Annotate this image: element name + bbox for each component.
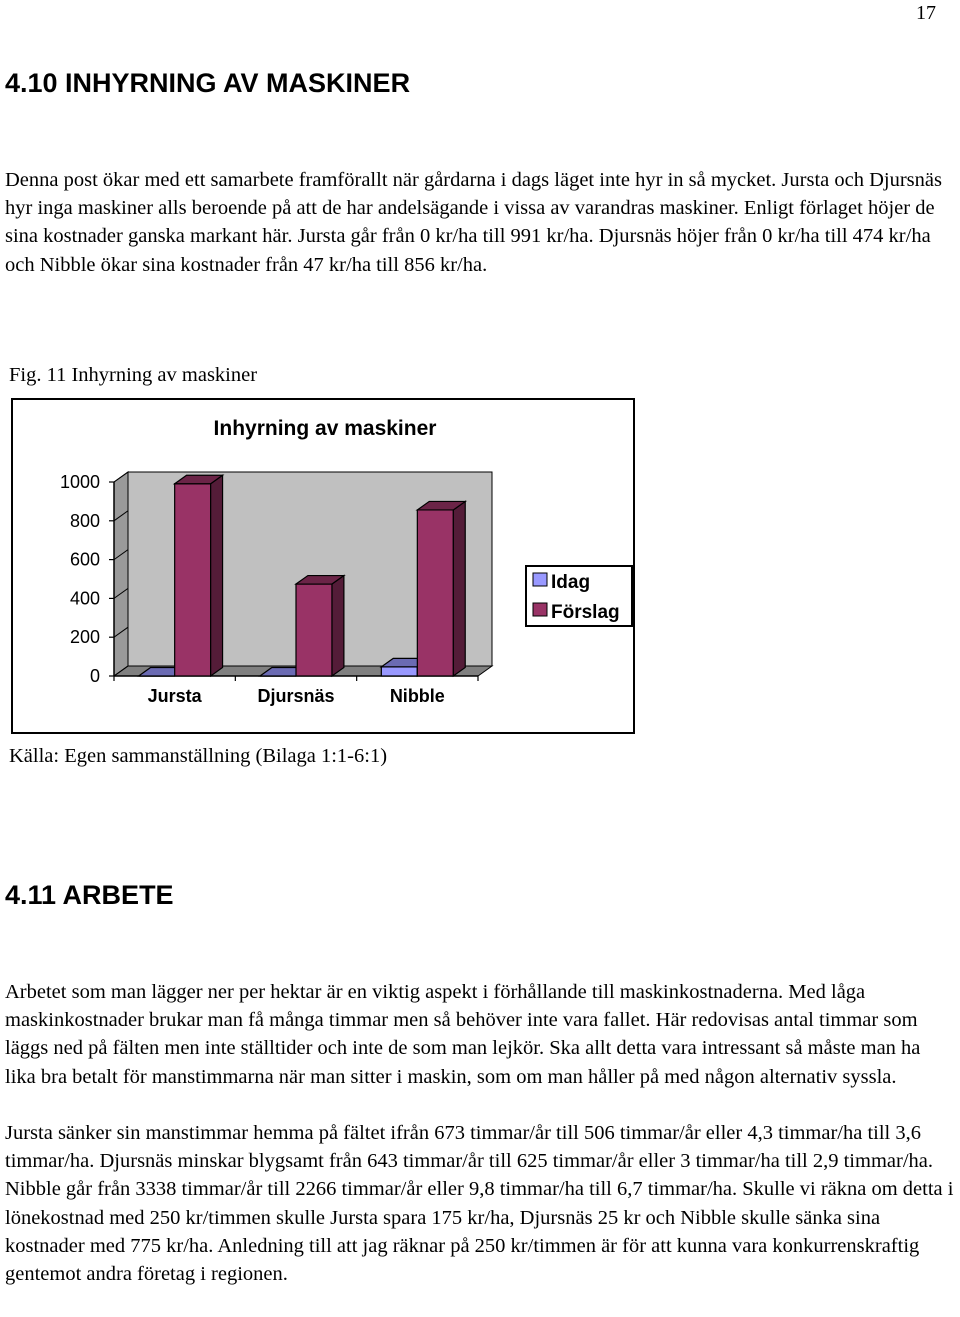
- figure-caption: Fig. 11 Inhyrning av maskiner: [9, 364, 258, 386]
- legend-label-forslag: Förslag: [551, 602, 620, 623]
- x-axis-category-labels: [148, 686, 445, 706]
- legend-label-idag: Idag: [551, 572, 591, 593]
- x-category-label: Djursnäs: [257, 686, 335, 706]
- bar-forslag-jursta: [175, 475, 223, 676]
- bar-front: [381, 667, 417, 676]
- section-paragraph-inhyrning: Denna post ökar med ett samarbete framförallt när gårdarna i dags läget inte hyr in så mycket. Jursta och Djursnäs hyr inga maskiner alls beroende på att de har andelsägande i vissa av varandras maskiner. Enligt förlaget höjer de sina kostnader ganska markant här. Jursta går från 0 kr/ha till 991 kr/ha. Djursnäs höjer från 0 kr/ha till 474 kr/ha och Nibble ökar sina kostnader från 47 kr/ha till 856 kr/ha.: [5, 169, 942, 276]
- bar-side: [332, 576, 344, 676]
- chart-legend: [526, 566, 632, 626]
- chart-title: Inhyrning av maskiner: [213, 417, 437, 440]
- bar-side: [211, 475, 223, 676]
- y-tick-label: 0: [89, 666, 100, 686]
- page-number: 17: [916, 2, 936, 24]
- bar-forslag-nibble: [417, 501, 465, 676]
- x-category-label: Nibble: [389, 686, 445, 706]
- y-tick-label: 600: [69, 549, 100, 570]
- chart-frame: [11, 398, 635, 734]
- bar-front: [175, 484, 211, 676]
- y-tick-label: 1000: [59, 472, 100, 492]
- figure-source: Källa: Egen sammanställning (Bilaga 1:1-6:1): [9, 745, 388, 767]
- chart-side-wall: [114, 472, 128, 676]
- bar-front: [417, 510, 453, 676]
- bar-forslag-djursns: [296, 576, 344, 676]
- y-axis-tick-labels: [60, 472, 100, 686]
- legend-swatch-forslag: [533, 603, 547, 616]
- bar-side: [453, 501, 465, 676]
- y-tick-label: 800: [69, 510, 100, 531]
- bar-front: [296, 584, 332, 676]
- section-heading-arbete: 4.11 ARBETE: [5, 880, 174, 910]
- bar-chart: [13, 400, 633, 732]
- legend-swatch-idag: [533, 573, 547, 586]
- section-paragraph-arbete-2: Jursta sänker sin manstimmar hemma på fältet ifrån 673 timmar/år till 506 timmar/år eller 4,3 timmar/ha till 3,6 timmar/ha. Djursnäs minskar blygsamt från 643 timmar/år till 625 timmar/år eller 3 timmar/ha till 2,9 timmar/ha. Nibble går från 3338 timmar/år till 2266 timmar/år eller 9,8 timmar/ha till 6,7 timmar/ha. Skulle vi räkna om detta i lönekostnad med 250 kr/timmen skulle Jursta spara 175 kr/ha, Djursnäs 25 kr och Nibble skulle sänka sina kostnader med 775 kr/ha. Anledning till att jag räknar på 250 kr/timmen är för att kunna vara konkurrenskraftig gentemot andra företag i regionen.: [5, 1122, 954, 1286]
- y-tick-label: 400: [69, 588, 100, 609]
- section-heading-inhyrning: 4.10 INHYRNING AV MASKINER: [5, 68, 411, 98]
- x-category-label: Jursta: [147, 686, 202, 706]
- y-tick-label: 200: [69, 627, 100, 648]
- section-paragraph-arbete: Arbetet som man lägger ner per hektar är en viktig aspekt i förhållande till maskinkostnaderna. Med låga maskinkostnader brukar man få många timmar men så behöver inte vara fallet. Här redovisas antal timmar som läggs ned på fälten men inte ställtider och inte de som man lejkör. Ska allt detta vara intressant så måste man ha lika bra betalt för manstimmarna när man sitter i maskin, som om man håller på med någon alternativ syssla.: [5, 981, 921, 1088]
